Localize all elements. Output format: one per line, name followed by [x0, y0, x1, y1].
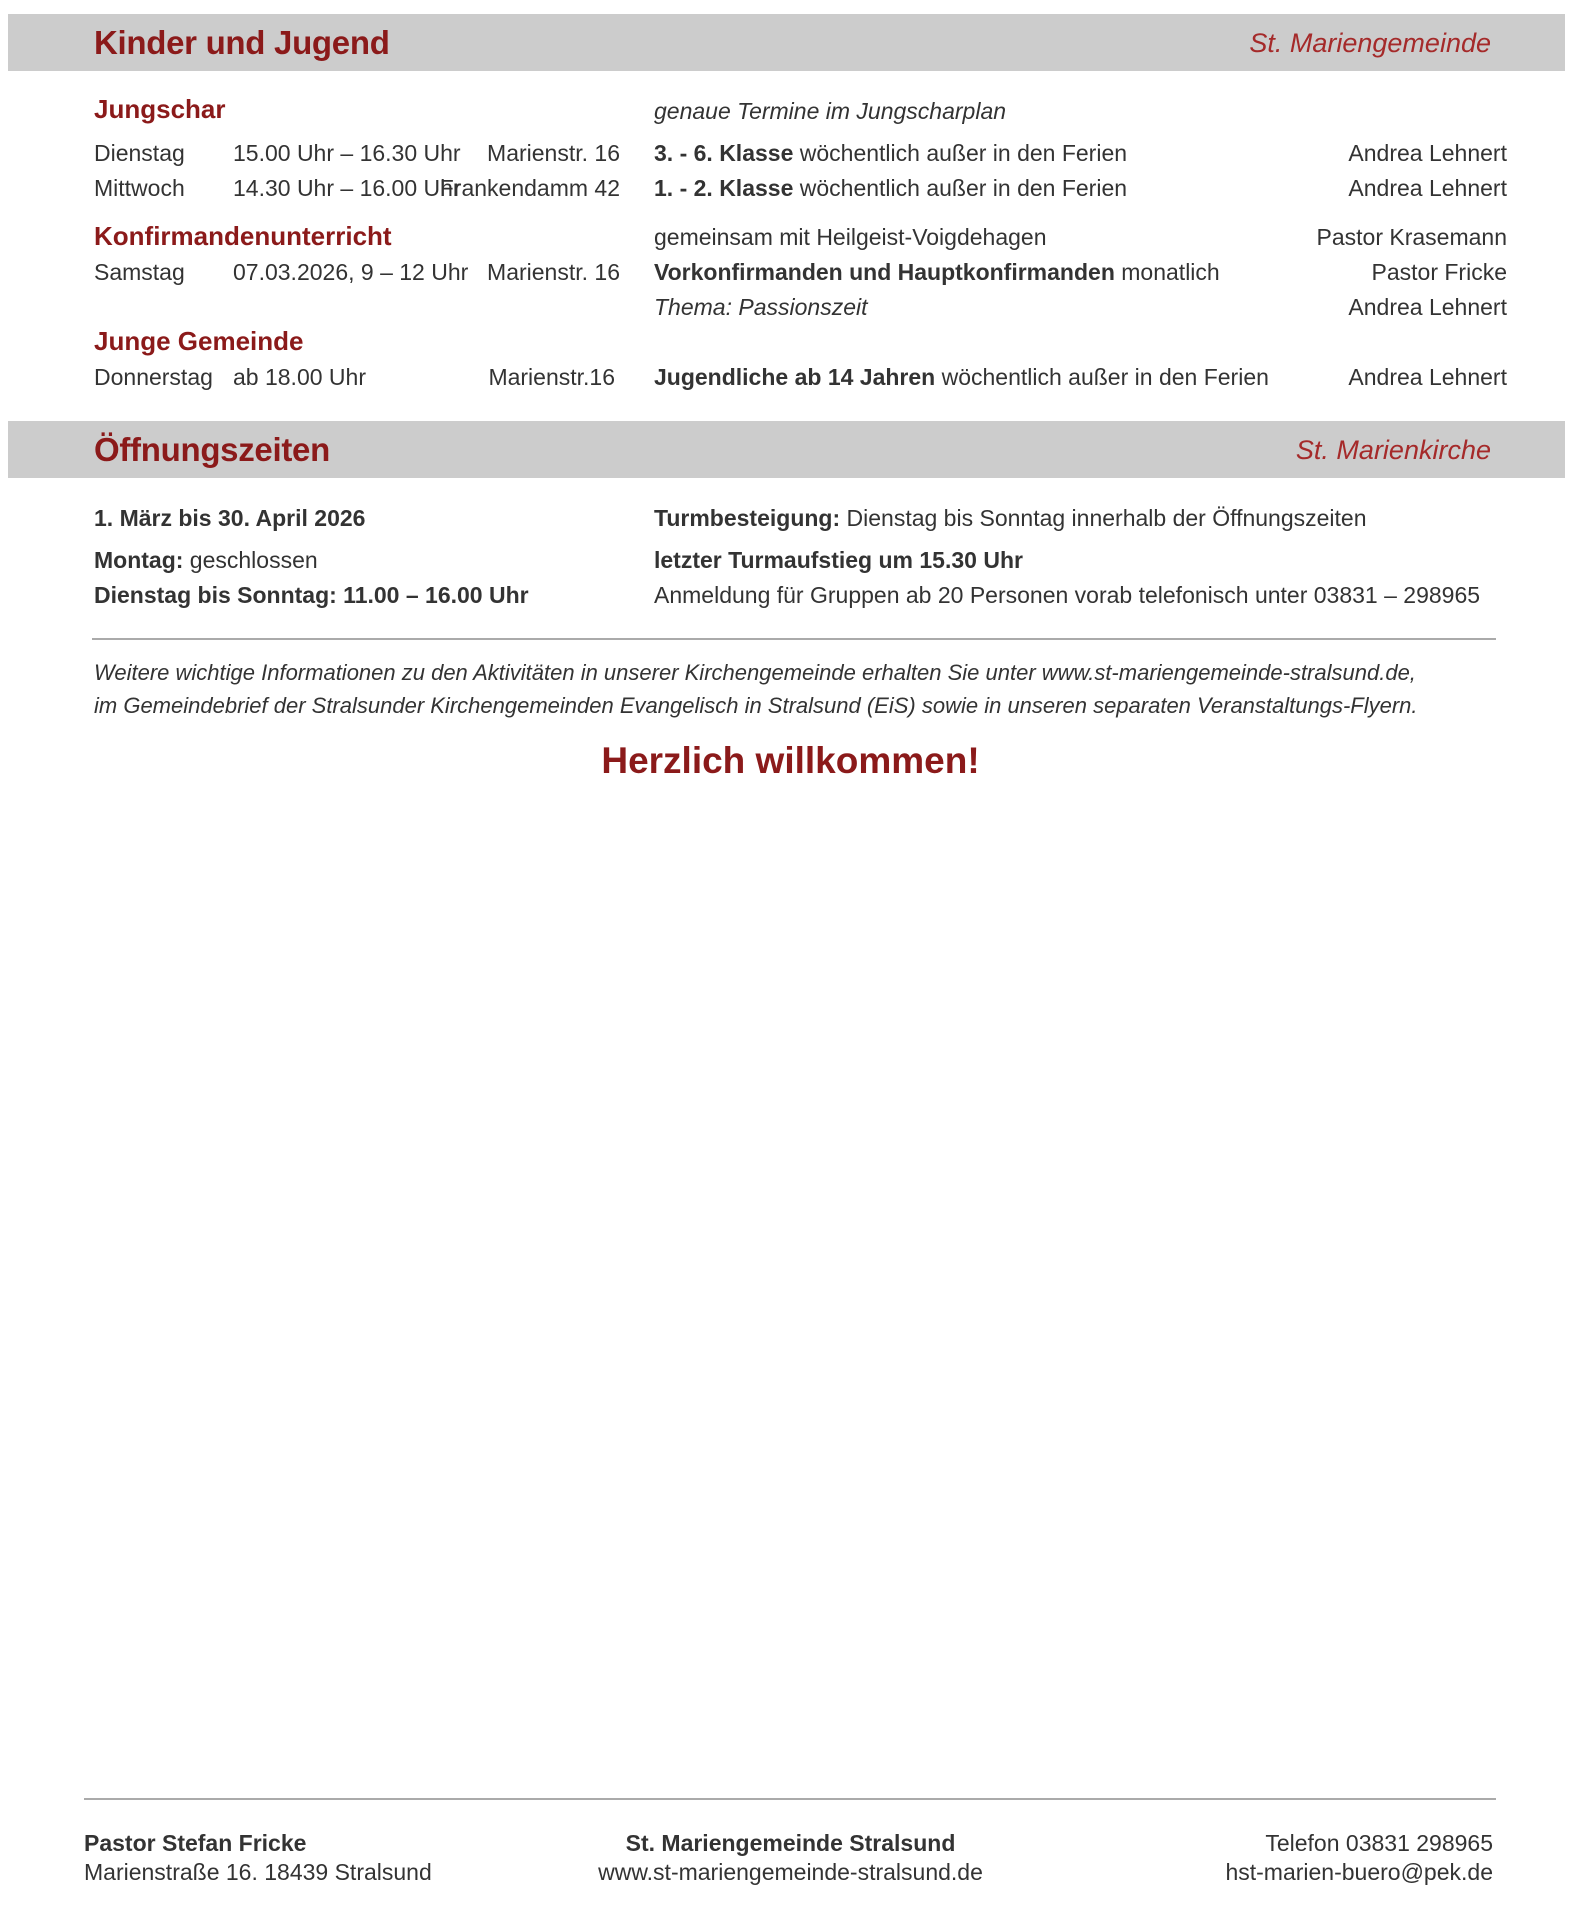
- opening-period: 1. März bis 30. April 2026: [94, 505, 366, 531]
- description-rest: monatlich: [1114, 259, 1220, 285]
- description-bold: Vorkonfirmanden und Hauptkonfirmanden: [654, 259, 1115, 285]
- monday-value: geschlossen: [183, 547, 318, 573]
- tower-climb: [654, 504, 1367, 532]
- day: Dienstag: [94, 140, 185, 166]
- footer-website-link[interactable]: www.st-mariengemeinde-stralsund.de: [598, 1859, 983, 1885]
- section-title: Kinder und Jugend: [94, 24, 390, 61]
- footer-email-link[interactable]: hst-marien-buero@pek.de: [1225, 1859, 1493, 1885]
- day: Donnerstag: [94, 364, 213, 390]
- info-line-2: im Gemeindebrief der Stralsunder Kirchengemeinden Evangelisch in Stralsund (EiS) sowie in unseren separaten Veranstaltungs-Flyern.: [94, 693, 1418, 718]
- section-location: St. Marienkirche: [1295, 435, 1491, 465]
- tower-label: Turmbesteigung:: [654, 505, 841, 531]
- section-header-kinder-jugend: [8, 14, 1565, 71]
- weekday-hours: Dienstag bis Sonntag: 11.00 – 16.00 Uhr: [94, 582, 529, 608]
- description: [654, 174, 1127, 202]
- description-rest: wöchentlich außer in den Ferien: [935, 364, 1269, 390]
- place: Marienstr.16: [488, 364, 615, 390]
- description-bold: 3. - 6. Klasse: [654, 140, 794, 166]
- place: Marienstr. 16: [487, 140, 620, 166]
- konfi-note: gemeinsam mit Heilgeist-Voigdehagen: [654, 224, 1047, 250]
- description-rest: wöchentlich außer in den Ferien: [793, 175, 1128, 201]
- description-bold: 1. - 2. Klasse: [654, 175, 794, 201]
- day: Mittwoch: [94, 175, 185, 201]
- time: 07.03.2026, 9 – 12 Uhr: [233, 259, 469, 285]
- jungschar-heading: Jungschar: [94, 94, 226, 124]
- footer-pastor-name: Pastor Stefan Fricke: [84, 1830, 307, 1856]
- monday-closed: [94, 546, 318, 574]
- tower-value: Dienstag bis Sonntag innerhalb der Öffnungszeiten: [840, 505, 1367, 531]
- last-ascent: letzter Turmaufstieg um 15.30 Uhr: [654, 547, 1023, 573]
- description: [654, 363, 1269, 391]
- person: Andrea Lehnert: [1348, 364, 1507, 390]
- konfi-theme-person: Andrea Lehnert: [1348, 294, 1507, 320]
- info-line-1: Weitere wichtige Informationen zu den Aktivitäten in unserer Kirchengemeinde erhalten Sie unter www.st-mariengemeinde-stralsund.de,: [94, 660, 1416, 685]
- section-title: Öffnungszeiten: [94, 431, 330, 468]
- footer-org: St. Mariengemeinde Stralsund: [625, 1830, 956, 1856]
- person: Andrea Lehnert: [1348, 140, 1507, 166]
- section-header-oeffnungszeiten: [8, 421, 1565, 478]
- footer-address: Marienstraße 16. 18439 Stralsund: [84, 1859, 432, 1885]
- description-rest: wöchentlich außer in den Ferien: [793, 140, 1128, 166]
- konfi-theme: Thema: Passionszeit: [654, 294, 868, 320]
- place: Frankendamm 42: [439, 175, 620, 201]
- description: [654, 258, 1220, 286]
- welcome-heading: Herzlich willkommen!: [601, 740, 980, 781]
- description: [654, 139, 1127, 167]
- person: Pastor Fricke: [1371, 259, 1507, 285]
- divider: [92, 638, 1496, 640]
- group-registration: Anmeldung für Gruppen ab 20 Personen vorab telefonisch unter 03831 – 298965: [654, 582, 1481, 608]
- place: Marienstr. 16: [487, 259, 620, 285]
- time: ab 18.00 Uhr: [233, 364, 366, 390]
- konfi-heading: Konfirmandenunterricht: [94, 221, 392, 251]
- person: Andrea Lehnert: [1348, 175, 1507, 201]
- footer-divider: [84, 1798, 1496, 1800]
- description-bold: Jugendliche ab 14 Jahren: [654, 364, 936, 390]
- time: 14.30 Uhr – 16.00 Uhr: [233, 175, 461, 201]
- monday-label: Montag:: [94, 547, 184, 573]
- section-location: St. Mariengemeinde: [1249, 28, 1491, 58]
- konfi-note-person: Pastor Krasemann: [1316, 224, 1507, 250]
- day: Samstag: [94, 259, 185, 285]
- jungschar-note: genaue Termine im Jungscharplan: [654, 98, 1007, 124]
- junge-gemeinde-heading: Junge Gemeinde: [94, 326, 304, 356]
- time: 15.00 Uhr – 16.30 Uhr: [233, 140, 461, 166]
- footer-phone: Telefon 03831 298965: [1265, 1830, 1493, 1856]
